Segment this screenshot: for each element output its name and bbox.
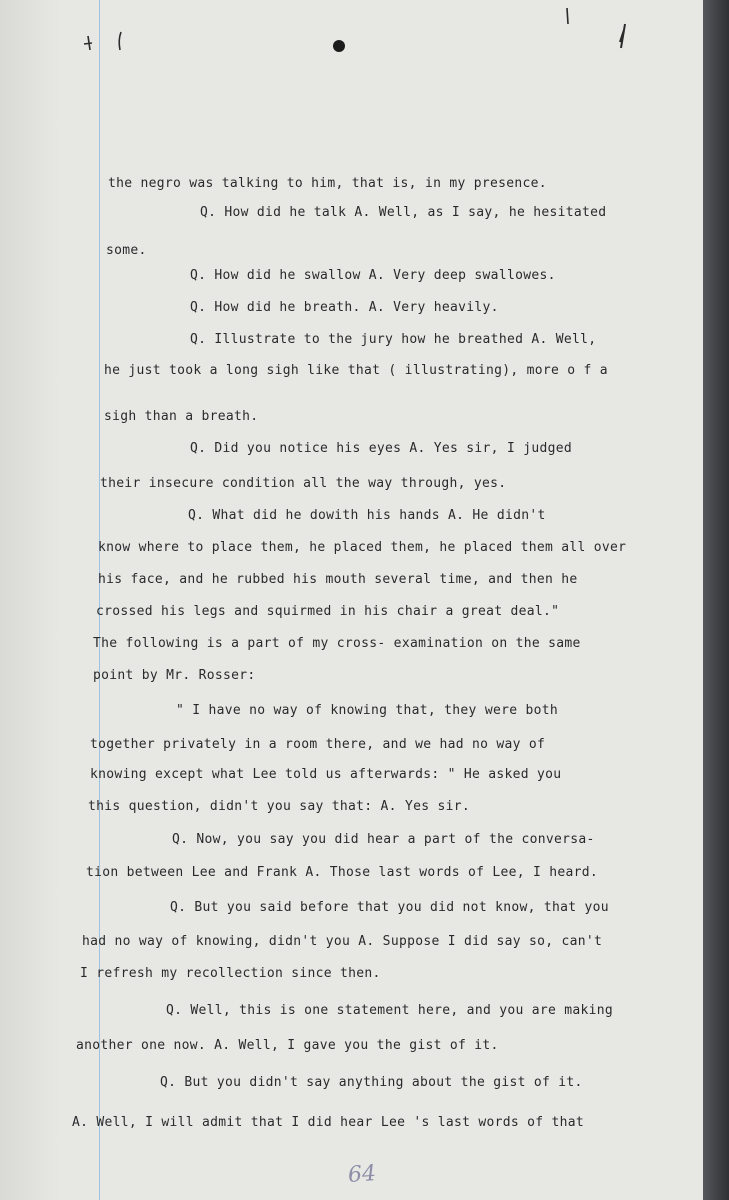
text-line: he just took a long sigh like that ( illustrating), more o f a bbox=[104, 363, 608, 378]
text-line: Q. How did he talk A. Well, as I say, he hesitated bbox=[200, 205, 607, 220]
text-line: Q. How did he breath. A. Very heavily. bbox=[190, 300, 499, 315]
page-number: 64 bbox=[347, 1161, 377, 1188]
text-line: Q. Illustrate to the jury how he breathed A. Well, bbox=[190, 332, 597, 347]
text-line: knowing except what Lee told us afterwards: " He asked you bbox=[90, 767, 562, 782]
binding-marks bbox=[0, 0, 703, 80]
text-line: crossed his legs and squirmed in his chair a great deal." bbox=[96, 604, 560, 619]
ink-mark-right bbox=[567, 8, 568, 24]
text-line: Q. Now, you say you did hear a part of the conversa- bbox=[172, 832, 595, 847]
ink-mark-right-2 bbox=[620, 24, 625, 48]
text-line: point by Mr. Rosser: bbox=[93, 668, 256, 683]
text-line: sigh than a breath. bbox=[104, 409, 259, 424]
text-line: some. bbox=[106, 243, 147, 258]
ink-mark-left bbox=[84, 36, 92, 50]
text-line: Q. How did he swallow A. Very deep swallowes. bbox=[190, 268, 556, 283]
text-line: Q. But you said before that you did not know, that you bbox=[170, 900, 609, 915]
text-line: had no way of knowing, didn't you A. Suppose I did say so, can't bbox=[82, 934, 603, 949]
ink-mark-left-2 bbox=[119, 32, 121, 50]
text-line: this question, didn't you say that: A. Yes sir. bbox=[88, 799, 470, 814]
text-line: Q. Well, this is one statement here, and you are making bbox=[166, 1003, 613, 1018]
text-line: Q. What did he dowith his hands A. He didn't bbox=[188, 508, 546, 523]
text-line: Q. Did you notice his eyes A. Yes sir, I judged bbox=[190, 441, 572, 456]
text-line: another one now. A. Well, I gave you the gist of it. bbox=[76, 1038, 499, 1053]
text-line: their insecure condition all the way through, yes. bbox=[100, 476, 507, 491]
text-line: A. Well, I will admit that I did hear Lee 's last words of that bbox=[72, 1115, 584, 1130]
text-line: know where to place them, he placed them, he placed them all over bbox=[98, 540, 627, 555]
text-line: " I have no way of knowing that, they were both bbox=[176, 703, 558, 718]
punch-hole bbox=[333, 40, 345, 52]
text-line: Q. But you didn't say anything about the gist of it. bbox=[160, 1075, 583, 1090]
background-edge bbox=[703, 0, 729, 1200]
text-line: together privately in a room there, and we had no way of bbox=[90, 737, 546, 752]
margin-rule bbox=[99, 0, 100, 1200]
text-line: I refresh my recollection since then. bbox=[80, 966, 381, 981]
text-line: the negro was talking to him, that is, in my presence. bbox=[108, 176, 547, 191]
text-line: his face, and he rubbed his mouth several time, and then he bbox=[98, 572, 578, 587]
text-line: tion between Lee and Frank A. Those last words of Lee, I heard. bbox=[86, 865, 598, 880]
text-line: The following is a part of my cross- examination on the same bbox=[93, 636, 581, 651]
